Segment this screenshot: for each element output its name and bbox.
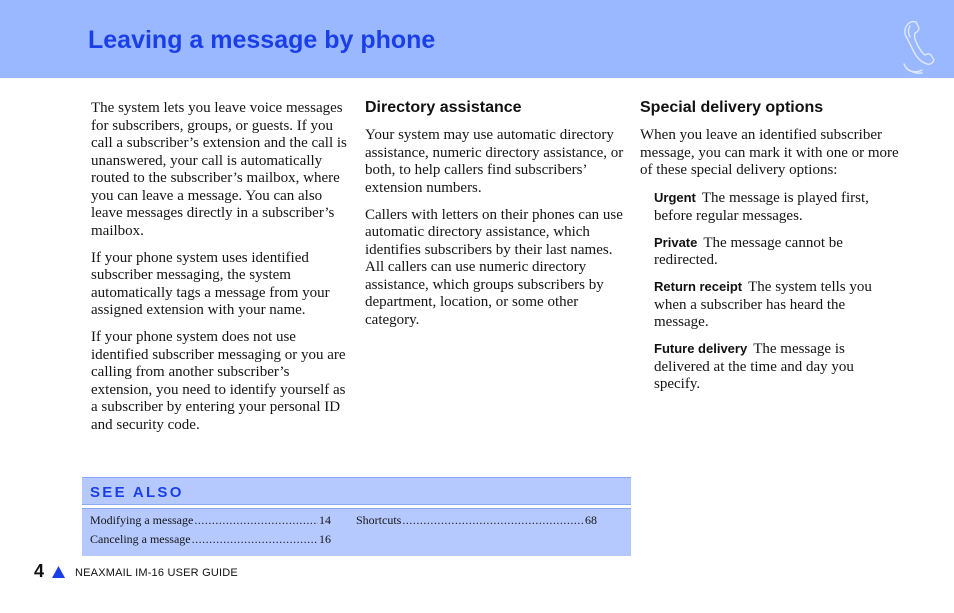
see-also-ref-shortcuts[interactable] xyxy=(356,513,597,528)
option-private xyxy=(654,234,902,270)
ref-page: 16 xyxy=(319,532,331,546)
column-directory-assistance xyxy=(365,98,627,339)
ref-page: 68 xyxy=(585,513,597,527)
option-urgent xyxy=(654,189,902,225)
ref-label: Canceling a message xyxy=(90,532,191,546)
column-special-delivery xyxy=(640,98,902,402)
option-term: Return receipt xyxy=(654,279,743,294)
option-term: Urgent xyxy=(654,190,696,205)
paragraph: Callers with letters on their phones can use automatic directory assistance, which identifies subscribers by their last names. All callers can use numeric directory assistance, which groups subscribers by department, location, or some other category. xyxy=(365,206,623,328)
phone-handset-icon xyxy=(900,18,940,76)
option-future-delivery xyxy=(654,340,902,394)
see-also-ref-modifying[interactable] xyxy=(90,513,331,528)
paragraph: The system lets you leave voice messages for subscribers, groups, or guests. If you call a subscriber’s extension and the call is unanswered, your call is automatically routed to the subscriber’s mailbox, where you can leave a message. You can also leave messages directly in a subscriber’s mailbox. xyxy=(91,100,347,239)
triangle-icon xyxy=(52,566,65,578)
see-also-ref-canceling[interactable] xyxy=(90,532,331,547)
page-number: 4 xyxy=(34,561,45,581)
paragraph: If your phone system uses identified subscriber messaging, the system automatically tags a message from your assigned extension with your name. xyxy=(91,249,330,318)
page-title: Leaving a message by phone xyxy=(88,26,436,54)
dot-leader xyxy=(194,513,318,528)
dot-leader xyxy=(192,532,318,547)
option-desc: The message is delivered at the time and day you specify. xyxy=(654,341,854,392)
option-return-receipt xyxy=(654,278,902,332)
paragraph: If your phone system does not use identified subscriber messaging or you are calling from another subscriber’s extension, you need to identify yourself as a subscriber by entering your personal ID and security code. xyxy=(91,329,346,433)
option-desc: The system tells you when a subscriber has heard the message. xyxy=(654,279,872,330)
paragraph: Your system may use automatic directory assistance, numeric directory assistance, or both, to help callers find subscribers’ extension numbers. xyxy=(365,127,624,196)
ref-label: Shortcuts xyxy=(356,513,402,527)
see-also-header xyxy=(82,477,631,505)
section-heading: Directory assistance xyxy=(365,99,522,116)
section-heading: Special delivery options xyxy=(640,99,824,116)
guide-title: NEAXMAIL IM-16 USER GUIDE xyxy=(75,567,238,579)
option-desc: The message is played first, before regular messages. xyxy=(654,190,869,224)
see-also-title: SEE ALSO xyxy=(90,484,184,501)
option-term: Private xyxy=(654,234,698,250)
column-intro xyxy=(91,98,353,444)
option-desc: The message cannot be redirected. xyxy=(654,234,843,268)
dot-leader xyxy=(402,513,584,528)
ref-label: Modifying a message xyxy=(90,513,194,527)
ref-page: 14 xyxy=(319,513,331,527)
option-term: Future delivery xyxy=(654,341,748,356)
paragraph: When you leave an identified subscriber message, you can mark it with one or more of these special delivery options: xyxy=(640,127,899,178)
